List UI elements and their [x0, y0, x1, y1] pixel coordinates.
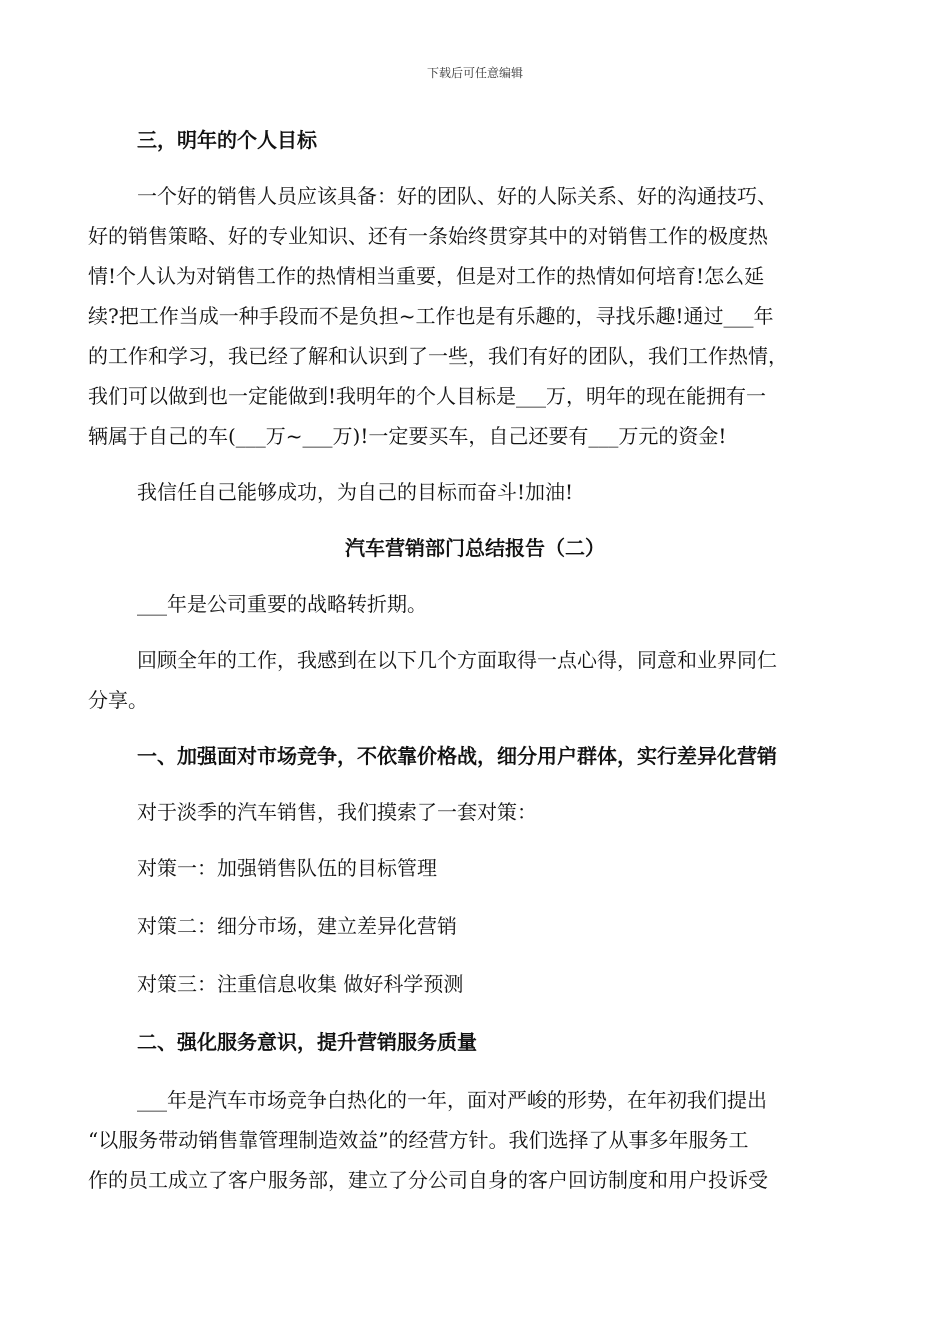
- strategy-item: 对策一：加强销售队伍的目标管理: [137, 856, 437, 880]
- paragraph-line: 情!个人认为对销售工作的热情相当重要，但是对工作的热情如何培育!怎么延: [88, 264, 765, 288]
- paragraph-line: 作的员工成立了客户服务部，建立了分公司自身的客户回访制度和用户投诉受: [88, 1168, 768, 1192]
- page-header: 下载后可任意编辑: [426, 66, 523, 80]
- paragraph-strategies-intro: 对于淡季的汽车销售，我们摸索了一套对策：: [137, 800, 537, 824]
- paragraph-line: ___年是汽车市场竞争白热化的一年，面对严峻的形势，在年初我们提出: [137, 1088, 767, 1112]
- paragraph-line: 续?把工作当成一种手段而不是负担~工作也是有乐趣的，寻找乐趣!通过___年: [88, 304, 774, 328]
- report-intro: ___年是公司重要的战略转折期。: [137, 592, 427, 616]
- paragraph-line: 好的销售策略、好的专业知识、还有一条始终贯穿其中的对销售工作的极度热: [88, 224, 768, 248]
- strategy-item: 对策三：注重信息收集 做好科学预测: [137, 972, 464, 996]
- paragraph-line: 我们可以做到也一定能做到!我明年的个人目标是___万，明年的现在能拥有一: [88, 384, 767, 408]
- paragraph-confidence: 我信任自己能够成功，为自己的目标而奋斗!加油!: [137, 480, 574, 504]
- section-heading-differentiated-marketing: 一、加强面对市场竞争，不依靠价格战，细分用户群体，实行差异化营销: [137, 744, 777, 768]
- section-heading-personal-goals: 三，明年的个人目标: [137, 128, 317, 152]
- paragraph-line: 的工作和学习，我已经了解和认识到了一些，我们有好的团队，我们工作热情，: [88, 344, 788, 368]
- paragraph-line: 辆属于自己的车(___万~___万)!一定要买车，自己还要有___万元的资金!: [88, 424, 727, 448]
- paragraph-line: 回顾全年的工作，我感到在以下几个方面取得一点心得，同意和业界同仁: [137, 648, 777, 672]
- paragraph-line: “以服务带动销售靠管理制造效益”的经营方针。我们选择了从事多年服务工: [88, 1128, 749, 1152]
- report-title: 汽车营销部门总结报告（二）: [345, 536, 605, 560]
- section-heading-service-quality: 二、强化服务意识，提升营销服务质量: [137, 1030, 477, 1054]
- paragraph-line: 一个好的销售人员应该具备：好的团队、好的人际关系、好的沟通技巧、: [137, 184, 777, 208]
- paragraph-line: 分享。: [88, 688, 148, 712]
- strategy-item: 对策二：细分市场，建立差异化营销: [137, 914, 457, 938]
